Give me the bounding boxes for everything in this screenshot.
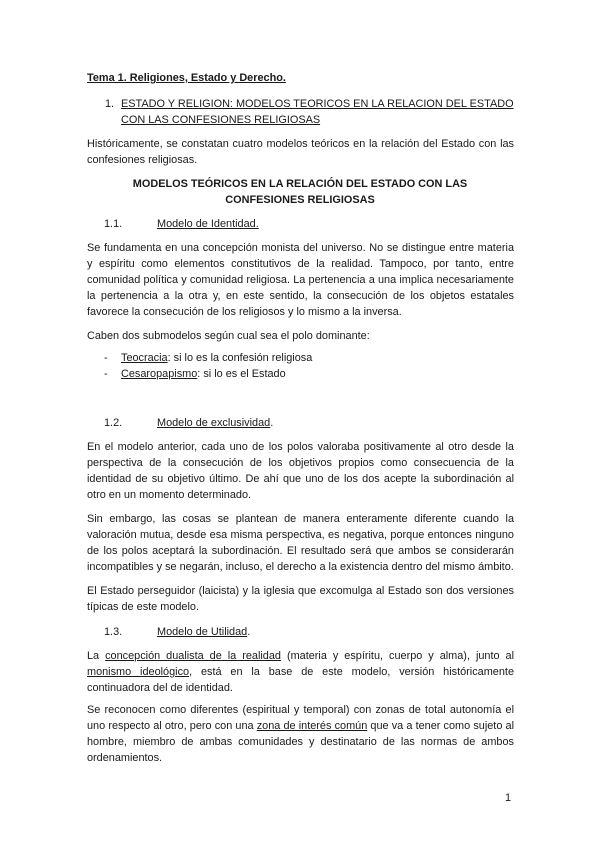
- subsection-heading: Modelo de exclusividad: [157, 417, 271, 429]
- list-item: [87, 366, 514, 382]
- subsection-heading: Modelo de Utilidad: [157, 626, 248, 638]
- list-term: Teocracia: [121, 352, 168, 364]
- section-heading: [87, 96, 514, 128]
- subsection-number: 1.2.: [104, 417, 123, 429]
- paragraph-exclusividad-1: En el modelo anterior, cada uno de los polos valoraba positivamente al otro desde la perspectiva de la consecución de los objetivos propios como consecuencia de la identidad de su objetivo último. De ahí que uno de los dos acepte la subordinación al otro en un momento determinado.: [87, 441, 514, 501]
- subsection-utilidad: 1.3. Modelo de Utilidad.: [104, 626, 251, 638]
- list-bullet: -: [104, 368, 108, 380]
- list-text: : si lo es el Estado: [197, 368, 286, 380]
- page-number: 1: [505, 792, 512, 804]
- list-item: [87, 350, 514, 366]
- subsection-identidad: [87, 216, 514, 232]
- subsection-exclusividad: 1.2. Modelo de exclusividad.: [104, 417, 274, 429]
- section-heading-text: ESTADO Y RELIGION: MODELOS TEORICOS EN LA RELACION DEL ESTADO CON LAS CONFESIONES RELIGIOSAS: [121, 98, 514, 126]
- subsection-number: 1.1.: [104, 218, 123, 230]
- underlined-term: monismo ideológico: [87, 666, 190, 678]
- list-text: : si lo es la confesión religiosa: [167, 352, 313, 364]
- underlined-term: zona de interés común: [256, 720, 368, 732]
- list-bullet: -: [104, 352, 108, 364]
- paragraph-exclusividad-3: El Estado perseguidor (laicista) y la iglesia que excomulga al Estado son dos versiones típicas de este modelo.: [87, 585, 514, 613]
- intro-paragraph: Históricamente, se constatan cuatro modelos teóricos en la relación del Estado con las confesiones religiosas.: [87, 138, 514, 166]
- section-number: 1.: [105, 98, 115, 110]
- paragraph-exclusividad-2: Sin embargo, las cosas se plantean de manera enteramente diferente cuando la valoración mutua, desde esa misma perspectiva, es negativa, porque entonces ninguno de los polos aceptará la subordinación. El resultado será que ambos se considerarán incompatibles y se negarán, incluso, el derecho a la existencia dentro del mismo ámbito.: [87, 513, 514, 573]
- paragraph-utilidad-2: Se reconocen como diferentes (espiritual y temporal) con zonas de total autonomía el uno respecto al otro, pero con una zona de interés común que va a tener como sujeto al hombre, miembro de ambas comunidades y destinatario de las normas de ambos ordenamientos.: [87, 704, 515, 764]
- paragraph-submodelos: Caben dos submodelos según cual sea el polo dominante:: [87, 330, 370, 342]
- paragraph-utilidad-1: La concepción dualista de la realidad (materia y espíritu, cuerpo y alma), junto al monismo ideológico, está en la base de este modelo, versión históricamente continuadora del de identidad.: [87, 650, 515, 694]
- main-heading: MODELOS TEÓRICOS EN LA RELACIÓN DEL ESTADO CON LAS CONFESIONES RELIGIOSAS: [132, 178, 468, 206]
- paragraph-identidad: Se fundamenta en una concepción monista del universo. No se distingue entre materia y espíritu como elementos constitutivos de la realidad. Tampoco, por tanto, entre comunidad política y comunidad religiosa. La pertenencia a una implica necesariamente la pertenencia a la otra y, en este sentido, la consecución de los objetos estatales favorece la consecución de los religiosos y lo mismo a la inversa.: [87, 242, 514, 318]
- subsection-heading: Modelo de Identidad.: [157, 218, 259, 230]
- list-term: Cesaropapismo: [121, 368, 198, 380]
- document-title: Tema 1. Religiones, Estado y Derecho.: [87, 72, 286, 84]
- submodel-list: [87, 350, 514, 382]
- subsection-number: 1.3.: [104, 626, 123, 638]
- underlined-term: concepción dualista de la realidad: [105, 650, 281, 662]
